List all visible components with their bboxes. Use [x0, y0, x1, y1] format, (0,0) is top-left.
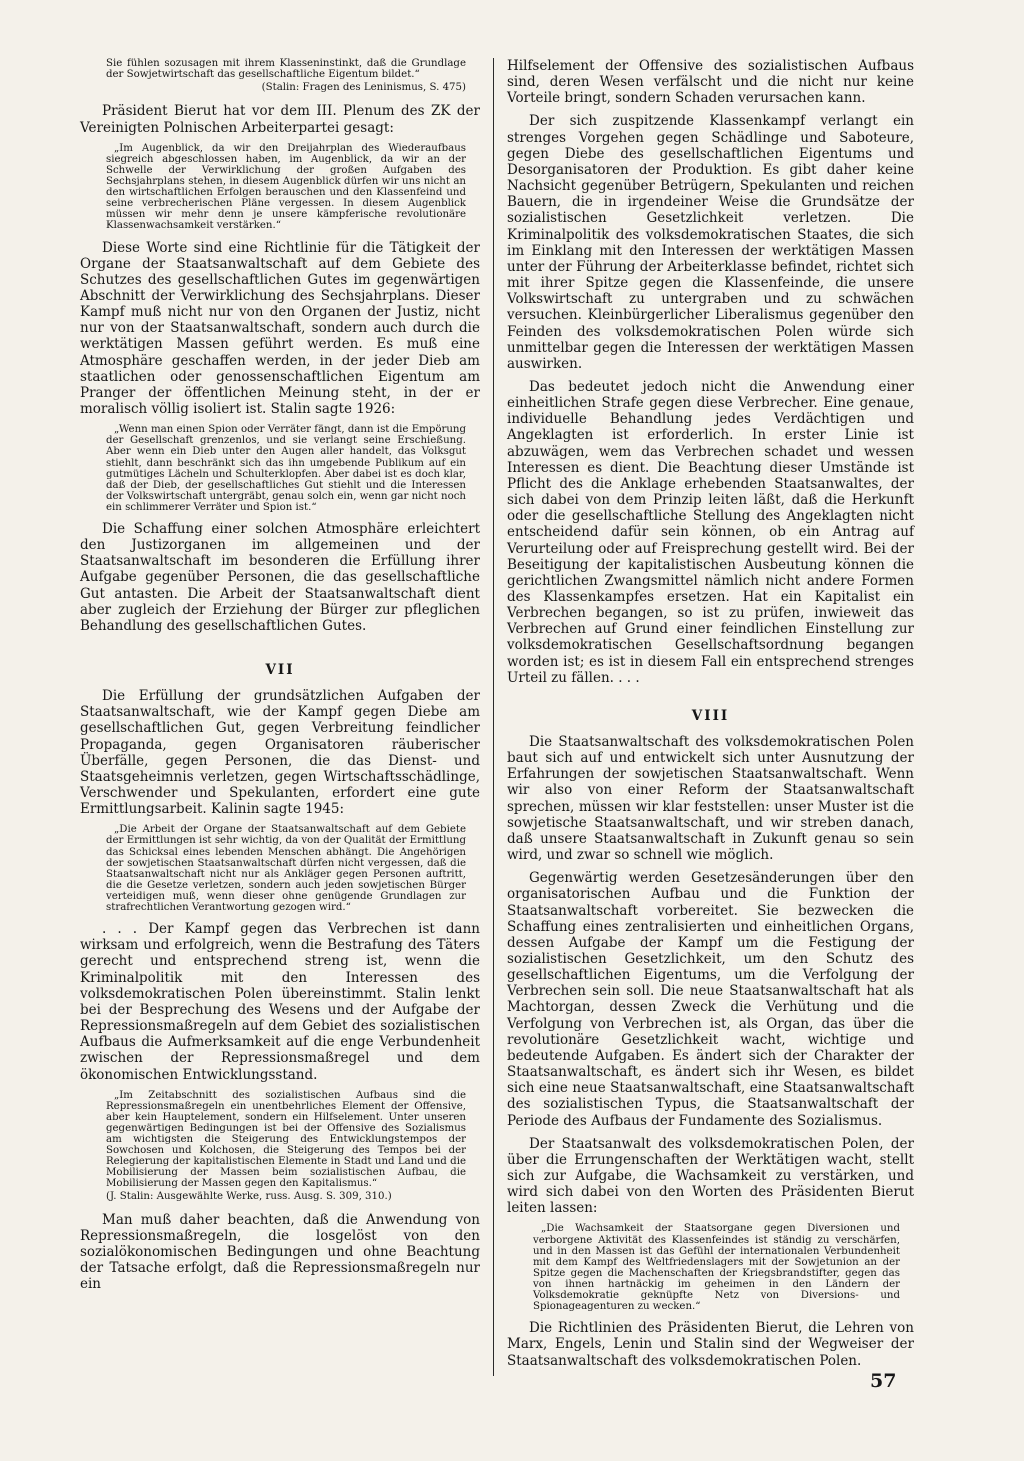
quote-source: (J. Stalin: Ausgewählte Werke, russ. Ausg. S. 309, 310.) — [106, 1190, 392, 1202]
quote-source: (Stalin: Fragen des Leninismus, S. 475) — [261, 82, 466, 94]
paragraph: Die Richtlinien des Präsidenten Bierut, die Lehren von Marx, Engels, Lenin und Stalin sind der Wegweiser der Staatsanwaltschaft des volksdemokratischen Polen. — [507, 1320, 914, 1369]
section-heading: VIII — [691, 707, 730, 724]
paragraph: Der Staatsanwalt des volksdemokratischen Polen, der über die Errungenschaften der Werktätigen wacht, stellt sich zur Aufgabe, die Wachsamkeit zu verstärken, und wird sich dabei von den Worten des Präsidenten Bierut leiten lassen: — [507, 1135, 914, 1217]
left-column — [80, 58, 480, 1300]
block-quote: „Die Wachsamkeit der Staatsorgane gegen Diversionen und verborgene Aktivität des Klassenfeindes ist ständig zu verschärfen, und in den Massen ist das Gefühl der internationalen Verbundenheit mit dem Kampf des Weltfriedenslagers mit der Sowjetunion an der Spitze gegen die Machenschaften der Kriegsbrandstifter, gegen das von ihnen hartnäckig im geheimen in den Ländern der Volksdemokratie geknüpfte Netz von Diversions- und Spionageagenturen zu wecken.“ — [533, 1223, 900, 1313]
column-divider — [493, 58, 494, 1376]
block-quote: „Die Arbeit der Organe der Staatsanwaltschaft auf dem Gebiete der Ermittlungen ist sehr wichtig, da von der Qualität der Ermittlung das Schicksal eines lebenden Menschen abhängt. Die Angehörigen der sowjetischen Staatsanwaltschaft dürfen nicht vergessen, daß die Staatsanwaltschaft nicht nur als Ankläger gegen Personen auftritt, die die Gesetze verletzen, sondern auch jeden sowjetischen Bürger verteidigen muß, wenn dieser ohne genügende Grundlagen zur strafrechtlichen Verantwortung gezogen wird.“ — [106, 824, 466, 914]
paragraph: Der sich zuspitzende Klassenkampf verlangt ein strenges Vorgehen gegen Schädlinge und Saboteure, gegen Diebe des gesellschaftlichen Eigentums und Desorganisatoren der Produktion. Es gibt daher keine Nachsicht gegenüber Betrügern, Spekulanten und reichen Bauern, die in irgendeiner Weise die Grundsätze der sozialistischen Gesetzlichkeit verletzen. Die Kriminalpolitik des volksdemokratischen Staates, die sich im Einklang mit den Interessen der werktätigen Massen unter der Führung der Arbeiterklasse befindet, richtet sich mit ihrer Spitze gegen die Klassenfeinde, die unsere Volkswirtschaft zu untergraben und zu schwächen versuchen. Kleinbürgerlicher Liberalismus gegenüber den Feinden des volksdemokratischen Polen würde sich unmittelbar gegen die Interessen der werktätigen Massen auswirken. — [507, 113, 914, 372]
right-column — [507, 58, 914, 1376]
paragraph: Präsident Bierut hat vor dem III. Plenum des ZK der Vereinigten Polnischen Arbeiterpartei gesagt: — [80, 103, 480, 136]
paragraph: . . . Der Kampf gegen das Verbrechen ist dann wirksam und erfolgreich, wenn die Bestrafung des Täters gerecht und entsprechend streng ist, wenn die Kriminalpolitik mit den Interessen des volksdemokratischen Polen übereinstimmt. Stalin lenkt bei der Besprechung des Wesens und der Aufgabe der Repressionsmaßregeln auf dem Gebiet des sozialistischen Aufbaus die Aufmerksamkeit auf die enge Verbundenheit zwischen der Repressionsmaßregel und dem ökonomischen Entwicklungsstand. — [80, 921, 480, 1083]
paragraph: Das bedeutet jedoch nicht die Anwendung einer einheitlichen Strafe gegen diese Verbrecher. Eine genaue, individuelle Behandlung jedes Verdächtigen und Angeklagten ist erforderlich. In erster Linie ist abzuwägen, wem das Verbrechen schadet und wessen Interessen es dient. Die Beachtung dieser Umstände ist Pflicht des die Anklage erhebenden Staatsanwaltes, der sich dabei von dem Prinzip leiten läßt, daß die Herkunft oder die gesellschaftliche Stellung des Angeklagten nicht entscheidend dafür sein können, ob ein Antrag auf Verurteilung oder auf Freisprechung gestellt wird. Bei der Beseitigung der kapitalistischen Ausbeutung können die gerichtlichen Zwangsmittel nämlich nicht andere Formen des Klassenkampfes ersetzen. Hat ein Kapitalist ein Verbrechen begangen, so ist zu prüfen, inwieweit das Verbrechen auf Grund einer feindlichen Einstellung zur volksdemokratischen Gesellschaftsordnung begangen worden ist; es ist in diesem Fall ein entsprechend strenges Urteil zu fällen. . . . — [507, 378, 914, 686]
paragraph: Die Schaffung einer solchen Atmosphäre erleichtert den Justizorganen im allgemeinen und der Staatsanwaltschaft im besonderen die Erfüllung ihrer Aufgabe gegenüber Personen, die das gesellschaftliche Gut antasten. Die Arbeit der Staatsanwaltschaft dient aber zugleich der Erziehung der Bürger zur pfleglichen Behandlung des gesellschaftlichen Gutes. — [80, 521, 480, 634]
paragraph: Die Staatsanwaltschaft des volksdemokratischen Polen baut sich auf und entwickelt sich unter Ausnutzung der Erfahrungen der sowjetischen Staatsanwaltschaft. Wenn wir also von einer Reform der Staatsanwaltschaft sprechen, müssen wir klar feststellen: unser Muster ist die sowjetische Staatsanwaltschaft, und wir streben danach, daß unsere Staatsanwaltschaft in Zukunft genau so sein wird, und zwar so schnell wie möglich. — [507, 733, 914, 864]
paragraph: Diese Worte sind eine Richtlinie für die Tätigkeit der Organe der Staatsanwaltschaft auf dem Gebiete des Schutzes des gesellschaftlichen Gutes im gegenwärtigen Abschnitt der Verwirklichung des Sechsjahrplans. Dieser Kampf muß nicht nur von den Organen der Justiz, nicht nur von der Staatsanwaltschaft, sondern auch durch die werktätigen Massen geführt werden. Es muß eine Atmosphäre geschaffen werden, in der jeder Dieb am staatlichen oder genossenschaftlichen Eigentum am Pranger der öffentlichen Meinung steht, in der er moralisch völlig isoliert ist. Stalin sagte 1926: — [80, 239, 480, 418]
block-quote: „Im Augenblick, da wir den Dreijahrplan des Wiederaufbaus siegreich abgeschlossen haben, im Augenblick, da wir an der Schwelle der Verwirklichung der großen Aufgaben des Sechsjahrplans stehen, in diesem Augenblick dürfen wir uns nicht an den wirtschaftlichen Erfolgen berauschen und den Klassenfeind und seine verbrecherischen Pläne vergessen. In diesem Augenblick müssen wir mehr denn je unsere kämpferische revolutionäre Klassenwachsamkeit verstärken.“ — [106, 142, 466, 232]
paragraph: Gegenwärtig werden Gesetzesänderungen über den organisatorischen Aufbau und die Funktion der Staatsanwaltschaft vorbereitet. Sie bezwecken die Schaffung eines zentralisierten und einheitlichen Organs, dessen Aufgabe der Kampf um die Festigung der sozialistischen Gesetzlichkeit, um den Schutz des gesellschaftlichen Eigentums, um die Verfolgung der Verbrechen sein soll. Die neue Staatsanwaltschaft hat als Machtorgan, dessen Zweck die Verhütung und die Verfolgung von Verbrechen ist, als Organ, das über die revolutionäre Gesetzlichkeit wacht, wichtige und bedeutende Aufgaben. Es ändert sich der Charakter der Staatsanwaltschaft, es ändert sich ihr Wesen, es bildet sich eine neue Staatsanwaltschaft, eine Staatsanwaltschaft des sozialistischen Typus, die Staatsanwaltschaft der Periode des Aufbaus der Fundamente des Sozialismus. — [507, 870, 914, 1129]
block-quote: „Im Zeitabschnitt des sozialistischen Aufbaus sind die Repressionsmaßregeln ein unentbehrliches Element der Offensive, aber kein Hauptelement, sondern ein Hilfselement. Unter unseren gegenwärtigen Bedingungen ist bei der Offensive des Sozialismus am wichtigsten die Steigerung des Entwicklungstempos der Sowchosen und Kolchosen, die Steigerung des Tempos bei der Relegierung der kapitalistischen Elemente in Stadt und Land und die Mobilisierung der Massen beim sozialistischen Aufbau, die Mobilisierung der Massen gegen den Kapitalismus.“ — [106, 1089, 466, 1190]
paragraph: Hilfselement der Offensive des sozialistischen Aufbaus sind, deren Wesen verfälscht und die nicht nur keine Vorteile bringt, sondern Schaden verursachen kann. — [507, 58, 914, 107]
paragraph: Die Erfüllung der grundsätzlichen Aufgaben der Staatsanwaltschaft, wie der Kampf gegen Diebe am gesellschaftlichen Gut, gegen Verbreitung feindlicher Propaganda, gegen Organisatoren räuberischer Überfälle, gegen Personen, die das Dienst- und Staatsgeheimnis verletzen, gegen Wirtschaftsschädlinge, Verschwender und Spekulanten, erfordert eine gute Ermittlungsarbeit. Kalinin sagte 1945: — [80, 688, 480, 818]
paragraph: Man muß daher beachten, daß die Anwendung von Repressionsmaßregeln, die losgelöst von den sozialökonomischen Bedingungen und ohne Beachtung der Tatsache erfolgt, daß die Repressionsmaßregeln nur ein — [80, 1211, 480, 1293]
page-number: 57 — [870, 1370, 897, 1392]
block-quote: „Wenn man einen Spion oder Verräter fängt, dann ist die Empörung der Gesellschaft grenzenlos, und sie verlangt seine Erschießung. Aber wenn ein Dieb unter den Augen aller handelt, das Volksgut stiehlt, dann beschränkt sich das ihn umgebende Publikum auf ein gutmütiges Lächeln und Schulterklopfen. Aber dabei ist es doch klar, daß der Dieb, der gesellschaftliches Gut stiehlt und die Interessen der Volkswirtschaft untergräbt, genau solch ein, wenn gar nicht noch ein schlimmerer Verräter und Spion ist.“ — [106, 424, 466, 513]
quote-fragment: Sie fühlen sozusagen mit ihrem Klasseninstinkt, daß die Grundlage der Sowjetwirtschaft das gesellschaftliche Eigentum bildet.“ — [106, 58, 466, 81]
section-heading: VII — [265, 662, 295, 679]
